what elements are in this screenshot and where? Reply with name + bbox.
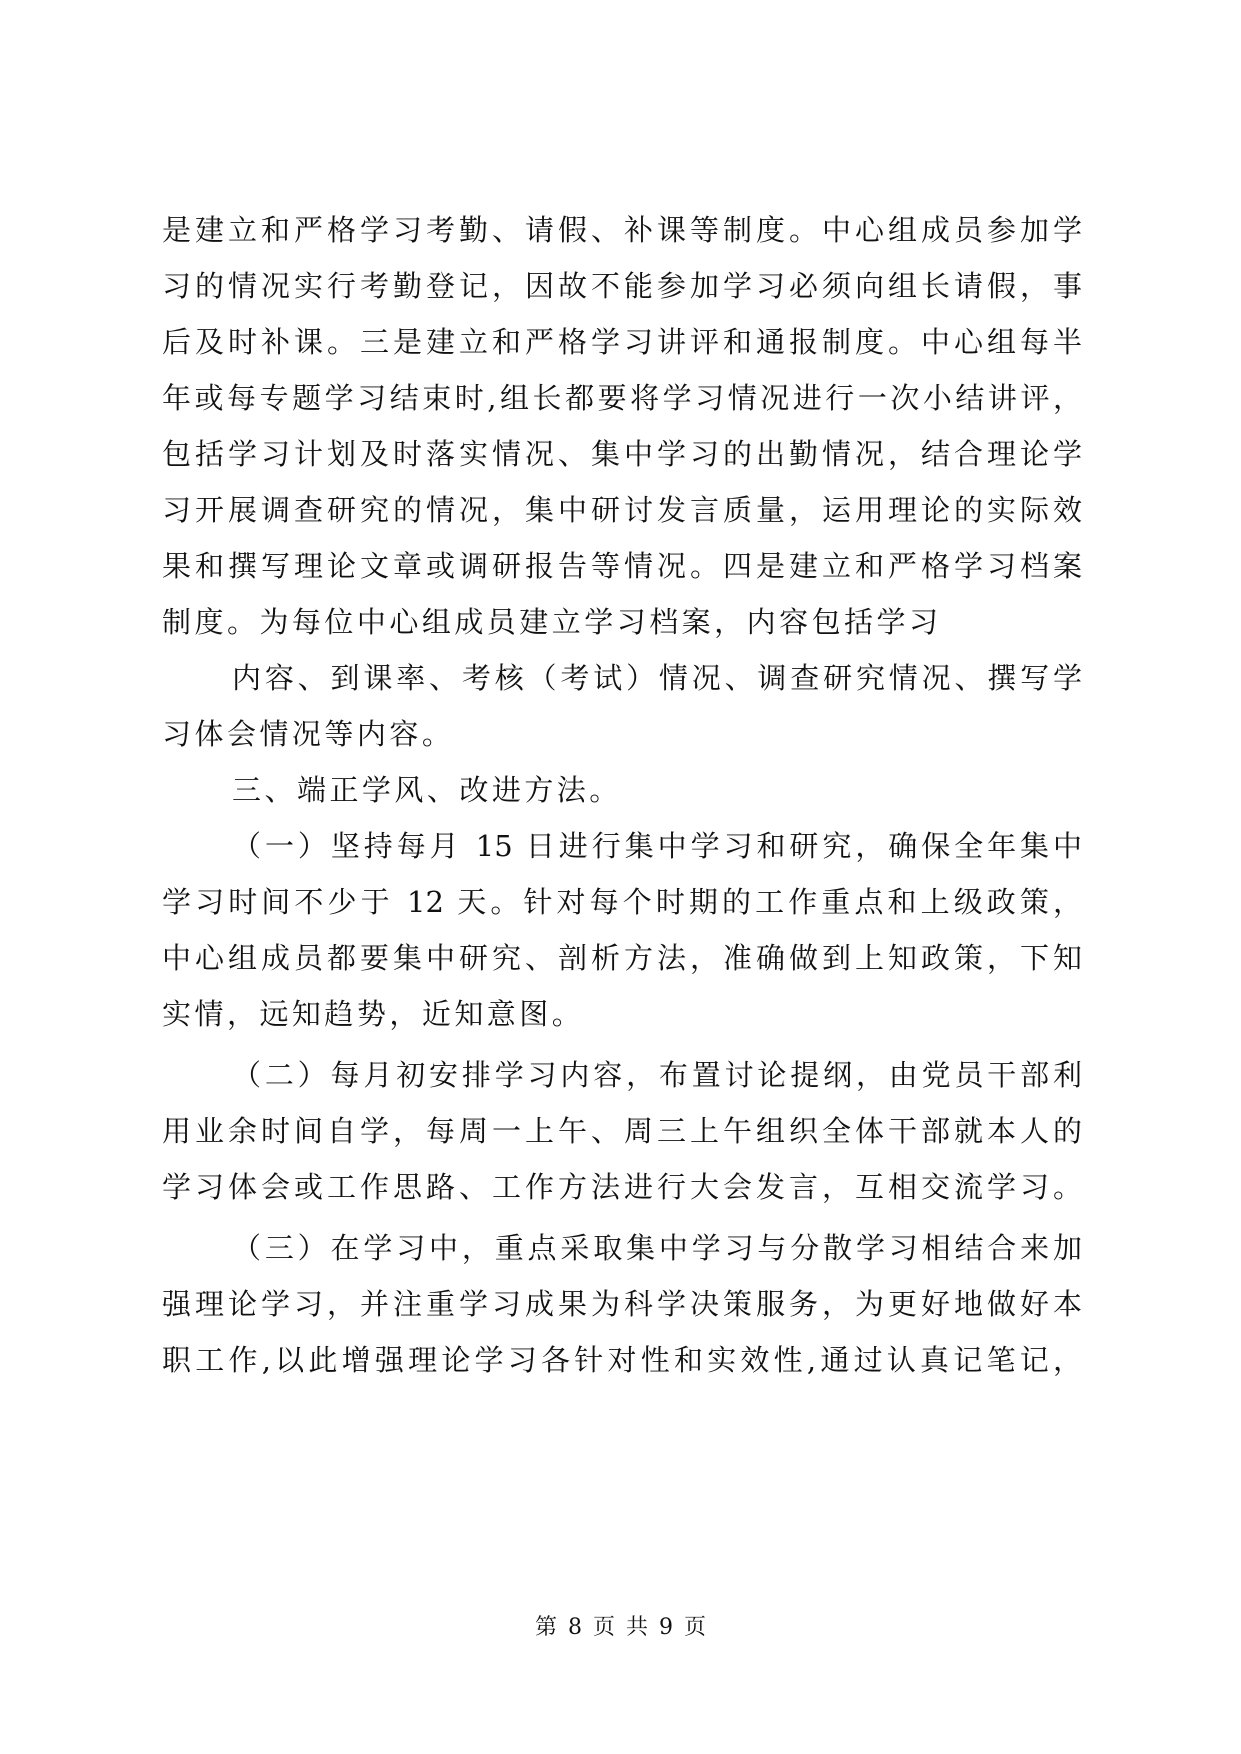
body-line-5: 包括学习计划及时落实情况、集中学习的出勤情况，结合理论学 [162, 437, 1082, 471]
body-line-7: 果和撰写理论文章或调研报告等情况。四是建立和严格学习档案 [162, 549, 1082, 583]
body-line-1: 是建立和严格学习考勤、请假、补课等制度。中心组成员参加学 [162, 213, 1082, 247]
body-line-13: 学习时间不少于 12 天。针对每个时期的工作重点和上级政策， [162, 885, 1082, 919]
page-number-footer: 第 8 页 共 9 页 [535, 1615, 706, 1640]
body-line-16: （二）每月初安排学习内容，布置讨论提纲，由党员干部利 [232, 1058, 1082, 1092]
body-line-14: 中心组成员都要集中研究、剖析方法，准确做到上知政策，下知 [162, 941, 1082, 975]
body-line-6: 习开展调查研究的情况，集中研讨发言质量，运用理论的实际效 [162, 493, 1082, 527]
body-line-9: 内容、到课率、考核（考试）情况、调查研究情况、撰写学 [232, 661, 1082, 695]
body-line-20: 强理论学习，并注重学习成果为科学决策服务，为更好地做好本 [162, 1287, 1082, 1321]
body-line-17: 用业余时间自学，每周一上午、周三上午组织全体干部就本人的 [162, 1114, 1082, 1148]
body-line-8: 制度。为每位中心组成员建立学习档案，内容包括学习 [162, 605, 942, 639]
body-line-2: 习的情况实行考勤登记，因故不能参加学习必须向组长请假，事 [162, 269, 1082, 303]
body-line-19: （三）在学习中，重点采取集中学习与分散学习相结合来加 [232, 1231, 1082, 1265]
body-line-15: 实情，远知趋势，近知意图。 [162, 997, 585, 1031]
body-line-21: 职工作,以此增强理论学习各针对性和实效性,通过认真记笔记， [162, 1343, 1082, 1377]
body-line-10: 习体会情况等内容。 [162, 717, 455, 751]
body-line-18: 学习体会或工作思路、工作方法进行大会发言，互相交流学习。 [162, 1170, 1082, 1204]
body-line-4: 年或每专题学习结束时,组长都要将学习情况进行一次小结讲评， [162, 381, 1082, 415]
body-line-3: 后及时补课。三是建立和严格学习讲评和通报制度。中心组每半 [162, 325, 1082, 359]
body-line-12: （一）坚持每月 15 日进行集中学习和研究，确保全年集中 [232, 829, 1082, 863]
section-heading: 三、端正学风、改进方法。 [232, 773, 622, 807]
